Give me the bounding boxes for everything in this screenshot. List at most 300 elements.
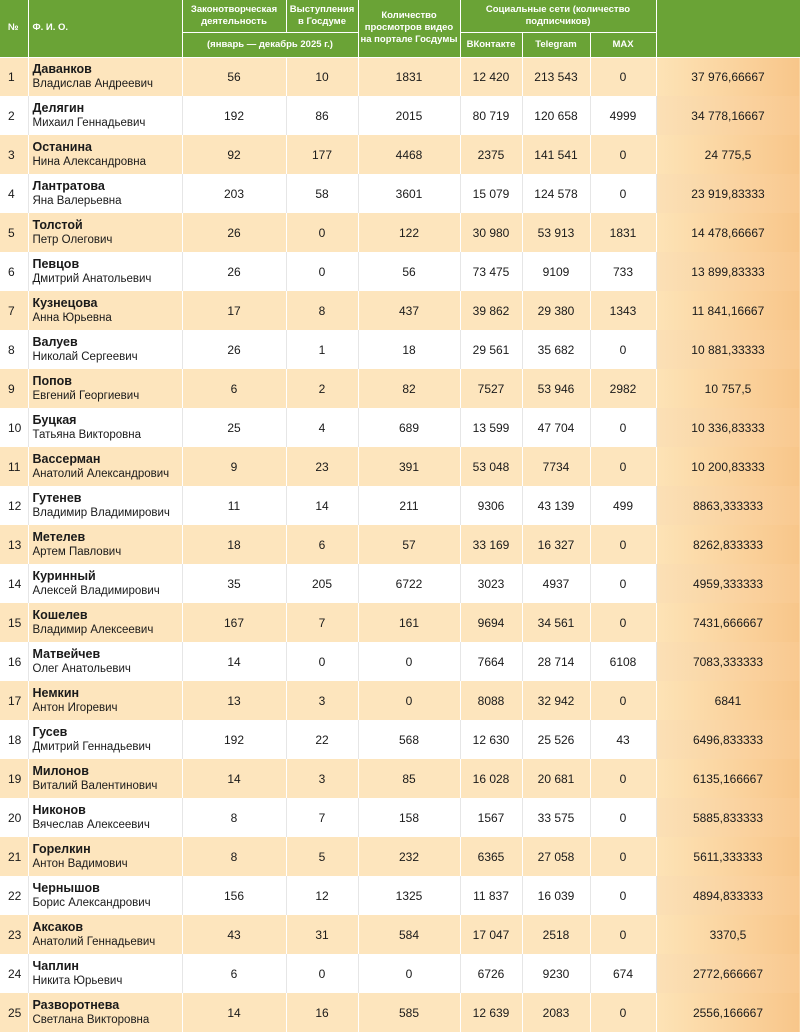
row-number: 12 bbox=[0, 486, 28, 525]
deputy-name bbox=[28, 837, 182, 876]
deputy-name bbox=[28, 57, 182, 96]
tg-subscribers: 2083 bbox=[522, 993, 590, 1032]
table-row bbox=[0, 213, 800, 252]
vk-subscribers: 73 475 bbox=[460, 252, 522, 291]
law-count: 18 bbox=[182, 525, 286, 564]
row-number: 1 bbox=[0, 57, 28, 96]
deputy-last-name: Чаплин bbox=[32, 958, 79, 973]
speeches-count: 12 bbox=[286, 876, 358, 915]
deputy-last-name: Валуев bbox=[32, 334, 78, 349]
speeches-count: 0 bbox=[286, 642, 358, 681]
law-count: 156 bbox=[182, 876, 286, 915]
vk-subscribers: 8088 bbox=[460, 681, 522, 720]
law-count: 92 bbox=[182, 135, 286, 174]
row-number: 9 bbox=[0, 369, 28, 408]
col-header-max: MAX bbox=[590, 32, 656, 57]
table-row bbox=[0, 720, 800, 759]
views-count: 57 bbox=[358, 525, 460, 564]
total-score: 10 200,83333 bbox=[656, 447, 800, 486]
deputy-last-name: Лантратова bbox=[32, 178, 105, 193]
total-score: 24 775,5 bbox=[656, 135, 800, 174]
tg-subscribers: 29 380 bbox=[522, 291, 590, 330]
views-count: 2015 bbox=[358, 96, 460, 135]
table-row bbox=[0, 291, 800, 330]
row-number: 11 bbox=[0, 447, 28, 486]
max-subscribers: 0 bbox=[590, 330, 656, 369]
deputy-last-name: Разворотнева bbox=[32, 997, 120, 1012]
vk-subscribers: 11 837 bbox=[460, 876, 522, 915]
views-count: 4468 bbox=[358, 135, 460, 174]
table-row bbox=[0, 564, 800, 603]
table-row bbox=[0, 837, 800, 876]
deputy-first-name: Артем Павлович bbox=[32, 545, 122, 558]
row-number: 7 bbox=[0, 291, 28, 330]
views-count: 158 bbox=[358, 798, 460, 837]
views-count: 585 bbox=[358, 993, 460, 1032]
table-row bbox=[0, 681, 800, 720]
max-subscribers: 1831 bbox=[590, 213, 656, 252]
views-count: 1325 bbox=[358, 876, 460, 915]
law-count: 192 bbox=[182, 96, 286, 135]
deputy-first-name: Олег Анатольевич bbox=[32, 662, 131, 675]
vk-subscribers: 80 719 bbox=[460, 96, 522, 135]
total-score: 34 778,16667 bbox=[656, 96, 800, 135]
views-count: 82 bbox=[358, 369, 460, 408]
table-row bbox=[0, 447, 800, 486]
deputy-first-name: Вячеслав Алексеевич bbox=[32, 818, 150, 831]
speeches-count: 5 bbox=[286, 837, 358, 876]
max-subscribers: 0 bbox=[590, 525, 656, 564]
deputy-first-name: Антон Вадимович bbox=[32, 857, 128, 870]
views-count: 0 bbox=[358, 954, 460, 993]
max-subscribers: 0 bbox=[590, 837, 656, 876]
vk-subscribers: 15 079 bbox=[460, 174, 522, 213]
law-count: 26 bbox=[182, 252, 286, 291]
total-score: 14 478,66667 bbox=[656, 213, 800, 252]
law-count: 43 bbox=[182, 915, 286, 954]
deputy-name bbox=[28, 681, 182, 720]
table-row bbox=[0, 486, 800, 525]
deputy-first-name: Дмитрий Анатольевич bbox=[32, 272, 152, 285]
max-subscribers: 0 bbox=[590, 174, 656, 213]
row-number: 17 bbox=[0, 681, 28, 720]
tg-subscribers: 16 039 bbox=[522, 876, 590, 915]
table-row bbox=[0, 408, 800, 447]
max-subscribers: 0 bbox=[590, 408, 656, 447]
tg-subscribers: 7734 bbox=[522, 447, 590, 486]
vk-subscribers: 2375 bbox=[460, 135, 522, 174]
row-number: 24 bbox=[0, 954, 28, 993]
max-subscribers: 0 bbox=[590, 681, 656, 720]
deputy-name bbox=[28, 447, 182, 486]
views-count: 689 bbox=[358, 408, 460, 447]
table-row bbox=[0, 642, 800, 681]
deputy-name bbox=[28, 486, 182, 525]
row-number: 22 bbox=[0, 876, 28, 915]
row-number: 25 bbox=[0, 993, 28, 1032]
tg-subscribers: 141 541 bbox=[522, 135, 590, 174]
table-row bbox=[0, 759, 800, 798]
vk-subscribers: 12 630 bbox=[460, 720, 522, 759]
max-subscribers: 499 bbox=[590, 486, 656, 525]
max-subscribers: 0 bbox=[590, 915, 656, 954]
total-score: 5611,333333 bbox=[656, 837, 800, 876]
deputy-last-name: Чернышов bbox=[32, 880, 100, 895]
speeches-count: 86 bbox=[286, 96, 358, 135]
deputy-last-name: Никонов bbox=[32, 802, 86, 817]
deputy-last-name: Куринный bbox=[32, 568, 96, 583]
row-number: 8 bbox=[0, 330, 28, 369]
law-count: 56 bbox=[182, 57, 286, 96]
row-number: 16 bbox=[0, 642, 28, 681]
law-count: 8 bbox=[182, 837, 286, 876]
table-row bbox=[0, 993, 800, 1032]
tg-subscribers: 34 561 bbox=[522, 603, 590, 642]
views-count: 0 bbox=[358, 681, 460, 720]
tg-subscribers: 47 704 bbox=[522, 408, 590, 447]
law-count: 8 bbox=[182, 798, 286, 837]
deputy-first-name: Евгений Георгиевич bbox=[32, 389, 140, 402]
deputy-name bbox=[28, 876, 182, 915]
deputy-name bbox=[28, 525, 182, 564]
views-count: 18 bbox=[358, 330, 460, 369]
table-row bbox=[0, 252, 800, 291]
deputy-first-name: Нина Александровна bbox=[32, 155, 146, 168]
max-subscribers: 1343 bbox=[590, 291, 656, 330]
tg-subscribers: 120 658 bbox=[522, 96, 590, 135]
deputy-first-name: Борис Александрович bbox=[32, 896, 151, 909]
max-subscribers: 0 bbox=[590, 57, 656, 96]
col-header-speeches: Выступления в Госдуме bbox=[286, 0, 358, 32]
deputy-first-name: Никита Юрьевич bbox=[32, 974, 123, 987]
speeches-count: 177 bbox=[286, 135, 358, 174]
deputy-first-name: Петр Олегович bbox=[32, 233, 113, 246]
views-count: 6722 bbox=[358, 564, 460, 603]
deputy-last-name: Матвейчев bbox=[32, 646, 101, 661]
total-score: 37 976,66667 bbox=[656, 57, 800, 96]
row-number: 6 bbox=[0, 252, 28, 291]
speeches-count: 4 bbox=[286, 408, 358, 447]
tg-subscribers: 27 058 bbox=[522, 837, 590, 876]
law-count: 14 bbox=[182, 759, 286, 798]
vk-subscribers: 9306 bbox=[460, 486, 522, 525]
speeches-count: 3 bbox=[286, 759, 358, 798]
deputy-last-name: Аксаков bbox=[32, 919, 84, 934]
speeches-count: 0 bbox=[286, 954, 358, 993]
col-header-score bbox=[656, 0, 800, 57]
vk-subscribers: 3023 bbox=[460, 564, 522, 603]
table-row bbox=[0, 525, 800, 564]
deputy-last-name: Даванков bbox=[32, 61, 92, 76]
deputy-last-name: Гутенев bbox=[32, 490, 82, 505]
max-subscribers: 2982 bbox=[590, 369, 656, 408]
max-subscribers: 733 bbox=[590, 252, 656, 291]
deputy-last-name: Кошелев bbox=[32, 607, 88, 622]
law-count: 26 bbox=[182, 330, 286, 369]
row-number: 21 bbox=[0, 837, 28, 876]
deputy-name bbox=[28, 408, 182, 447]
max-subscribers: 674 bbox=[590, 954, 656, 993]
row-number: 2 bbox=[0, 96, 28, 135]
row-number: 19 bbox=[0, 759, 28, 798]
col-header-social: Социальные сети (количество подписчиков) bbox=[460, 0, 656, 32]
total-score: 8863,333333 bbox=[656, 486, 800, 525]
table-row bbox=[0, 330, 800, 369]
deputy-name bbox=[28, 993, 182, 1032]
tg-subscribers: 4937 bbox=[522, 564, 590, 603]
table-row bbox=[0, 954, 800, 993]
law-count: 9 bbox=[182, 447, 286, 486]
deputy-name bbox=[28, 915, 182, 954]
total-score: 6841 bbox=[656, 681, 800, 720]
deputy-last-name: Горелкин bbox=[32, 841, 91, 856]
tg-subscribers: 33 575 bbox=[522, 798, 590, 837]
col-header-tg: Telegram bbox=[522, 32, 590, 57]
total-score: 23 919,83333 bbox=[656, 174, 800, 213]
max-subscribers: 4999 bbox=[590, 96, 656, 135]
tg-subscribers: 9109 bbox=[522, 252, 590, 291]
table-row bbox=[0, 798, 800, 837]
deputy-first-name: Николай Сергеевич bbox=[32, 350, 138, 363]
deputy-name bbox=[28, 720, 182, 759]
deputy-first-name: Анатолий Геннадьевич bbox=[32, 935, 156, 948]
law-count: 35 bbox=[182, 564, 286, 603]
table-header bbox=[0, 0, 800, 57]
row-number: 14 bbox=[0, 564, 28, 603]
deputy-name bbox=[28, 798, 182, 837]
deputy-first-name: Алексей Владимирович bbox=[32, 584, 160, 597]
law-count: 192 bbox=[182, 720, 286, 759]
speeches-count: 205 bbox=[286, 564, 358, 603]
deputy-last-name: Гусев bbox=[32, 724, 68, 739]
tg-subscribers: 124 578 bbox=[522, 174, 590, 213]
deputy-name bbox=[28, 213, 182, 252]
deputy-first-name: Владислав Андреевич bbox=[32, 77, 154, 90]
speeches-count: 14 bbox=[286, 486, 358, 525]
deputy-last-name: Делягин bbox=[32, 100, 85, 115]
table-row bbox=[0, 603, 800, 642]
deputy-last-name: Немкин bbox=[32, 685, 80, 700]
vk-subscribers: 12 420 bbox=[460, 57, 522, 96]
vk-subscribers: 6726 bbox=[460, 954, 522, 993]
tg-subscribers: 32 942 bbox=[522, 681, 590, 720]
tg-subscribers: 35 682 bbox=[522, 330, 590, 369]
deputy-last-name: Толстой bbox=[32, 217, 83, 232]
vk-subscribers: 53 048 bbox=[460, 447, 522, 486]
deputy-name bbox=[28, 291, 182, 330]
row-number: 4 bbox=[0, 174, 28, 213]
total-score: 10 757,5 bbox=[656, 369, 800, 408]
max-subscribers: 0 bbox=[590, 993, 656, 1032]
total-score: 4894,833333 bbox=[656, 876, 800, 915]
table-body bbox=[0, 57, 800, 1032]
deputy-last-name: Попов bbox=[32, 373, 72, 388]
deputy-last-name: Останина bbox=[32, 139, 92, 154]
vk-subscribers: 17 047 bbox=[460, 915, 522, 954]
speeches-count: 3 bbox=[286, 681, 358, 720]
table-row bbox=[0, 174, 800, 213]
vk-subscribers: 29 561 bbox=[460, 330, 522, 369]
row-number: 5 bbox=[0, 213, 28, 252]
deputy-name bbox=[28, 252, 182, 291]
total-score: 10 336,83333 bbox=[656, 408, 800, 447]
vk-subscribers: 6365 bbox=[460, 837, 522, 876]
tg-subscribers: 213 543 bbox=[522, 57, 590, 96]
vk-subscribers: 13 599 bbox=[460, 408, 522, 447]
speeches-count: 2 bbox=[286, 369, 358, 408]
deputy-first-name: Светлана Викторовна bbox=[32, 1013, 150, 1026]
col-header-views: Количество просмотров видео на портале Госдумы bbox=[358, 0, 460, 57]
max-subscribers: 0 bbox=[590, 564, 656, 603]
speeches-count: 58 bbox=[286, 174, 358, 213]
tg-subscribers: 9230 bbox=[522, 954, 590, 993]
col-header-fio: Ф. И. О. bbox=[28, 0, 182, 57]
max-subscribers: 0 bbox=[590, 798, 656, 837]
views-count: 122 bbox=[358, 213, 460, 252]
max-subscribers: 0 bbox=[590, 759, 656, 798]
views-count: 391 bbox=[358, 447, 460, 486]
speeches-count: 23 bbox=[286, 447, 358, 486]
col-header-vk: ВКонтакте bbox=[460, 32, 522, 57]
views-count: 3601 bbox=[358, 174, 460, 213]
speeches-count: 7 bbox=[286, 798, 358, 837]
tg-subscribers: 25 526 bbox=[522, 720, 590, 759]
speeches-count: 6 bbox=[286, 525, 358, 564]
law-count: 6 bbox=[182, 369, 286, 408]
total-score: 6496,833333 bbox=[656, 720, 800, 759]
deputy-last-name: Кузнецова bbox=[32, 295, 98, 310]
vk-subscribers: 7527 bbox=[460, 369, 522, 408]
vk-subscribers: 39 862 bbox=[460, 291, 522, 330]
deputy-name bbox=[28, 564, 182, 603]
law-count: 25 bbox=[182, 408, 286, 447]
deputy-name bbox=[28, 369, 182, 408]
deputy-first-name: Яна Валерьевна bbox=[32, 194, 122, 207]
law-count: 6 bbox=[182, 954, 286, 993]
row-number: 23 bbox=[0, 915, 28, 954]
tg-subscribers: 28 714 bbox=[522, 642, 590, 681]
vk-subscribers: 12 639 bbox=[460, 993, 522, 1032]
total-score: 3370,5 bbox=[656, 915, 800, 954]
vk-subscribers: 7664 bbox=[460, 642, 522, 681]
row-number: 10 bbox=[0, 408, 28, 447]
max-subscribers: 0 bbox=[590, 876, 656, 915]
deputy-first-name: Михаил Геннадьевич bbox=[32, 116, 146, 129]
max-subscribers: 0 bbox=[590, 603, 656, 642]
deputy-last-name: Певцов bbox=[32, 256, 80, 271]
speeches-count: 31 bbox=[286, 915, 358, 954]
deputy-name bbox=[28, 954, 182, 993]
views-count: 161 bbox=[358, 603, 460, 642]
table-row bbox=[0, 135, 800, 174]
views-count: 1831 bbox=[358, 57, 460, 96]
deputy-last-name: Буцкая bbox=[32, 412, 77, 427]
law-count: 14 bbox=[182, 642, 286, 681]
law-count: 14 bbox=[182, 993, 286, 1032]
deputy-name bbox=[28, 603, 182, 642]
total-score: 4959,333333 bbox=[656, 564, 800, 603]
row-number: 13 bbox=[0, 525, 28, 564]
total-score: 13 899,83333 bbox=[656, 252, 800, 291]
col-header-law: Законотворческая деятельность bbox=[182, 0, 286, 32]
max-subscribers: 43 bbox=[590, 720, 656, 759]
deputy-first-name: Татьяна Викторовна bbox=[32, 428, 142, 441]
tg-subscribers: 53 913 bbox=[522, 213, 590, 252]
tg-subscribers: 43 139 bbox=[522, 486, 590, 525]
total-score: 8262,833333 bbox=[656, 525, 800, 564]
deputy-name bbox=[28, 135, 182, 174]
row-number: 18 bbox=[0, 720, 28, 759]
views-count: 568 bbox=[358, 720, 460, 759]
row-number: 3 bbox=[0, 135, 28, 174]
table-row bbox=[0, 369, 800, 408]
deputy-first-name: Антон Игоревич bbox=[32, 701, 118, 714]
speeches-count: 8 bbox=[286, 291, 358, 330]
col-header-no: № bbox=[0, 0, 28, 57]
deputy-last-name: Милонов bbox=[32, 763, 89, 778]
deputy-first-name: Владимир Владимирович bbox=[32, 506, 170, 519]
deputy-first-name: Анна Юрьевна bbox=[32, 311, 112, 324]
total-score: 10 881,33333 bbox=[656, 330, 800, 369]
speeches-count: 10 bbox=[286, 57, 358, 96]
vk-subscribers: 30 980 bbox=[460, 213, 522, 252]
table-row bbox=[0, 915, 800, 954]
law-count: 11 bbox=[182, 486, 286, 525]
law-count: 17 bbox=[182, 291, 286, 330]
row-number: 15 bbox=[0, 603, 28, 642]
deputy-first-name: Дмитрий Геннадьевич bbox=[32, 740, 151, 753]
deputy-name bbox=[28, 330, 182, 369]
tg-subscribers: 20 681 bbox=[522, 759, 590, 798]
deputy-last-name: Метелев bbox=[32, 529, 86, 544]
views-count: 85 bbox=[358, 759, 460, 798]
deputy-first-name: Виталий Валентинович bbox=[32, 779, 158, 792]
speeches-count: 1 bbox=[286, 330, 358, 369]
row-number: 20 bbox=[0, 798, 28, 837]
total-score: 11 841,16667 bbox=[656, 291, 800, 330]
col-header-period: (январь — декабрь 2025 г.) bbox=[182, 32, 358, 57]
vk-subscribers: 16 028 bbox=[460, 759, 522, 798]
max-subscribers: 0 bbox=[590, 135, 656, 174]
max-subscribers: 6108 bbox=[590, 642, 656, 681]
total-score: 2772,666667 bbox=[656, 954, 800, 993]
deputy-name bbox=[28, 96, 182, 135]
law-count: 203 bbox=[182, 174, 286, 213]
views-count: 211 bbox=[358, 486, 460, 525]
tg-subscribers: 2518 bbox=[522, 915, 590, 954]
total-score: 6135,166667 bbox=[656, 759, 800, 798]
views-count: 437 bbox=[358, 291, 460, 330]
law-count: 26 bbox=[182, 213, 286, 252]
views-count: 584 bbox=[358, 915, 460, 954]
views-count: 232 bbox=[358, 837, 460, 876]
deputy-name bbox=[28, 642, 182, 681]
deputy-first-name: Анатолий Александрович bbox=[32, 467, 170, 480]
deputy-name bbox=[28, 759, 182, 798]
deputy-last-name: Вассерман bbox=[32, 451, 101, 466]
total-score: 2556,166667 bbox=[656, 993, 800, 1032]
table-row bbox=[0, 876, 800, 915]
deputy-name bbox=[28, 174, 182, 213]
speeches-count: 22 bbox=[286, 720, 358, 759]
speeches-count: 7 bbox=[286, 603, 358, 642]
views-count: 0 bbox=[358, 642, 460, 681]
deputy-first-name: Владимир Алексеевич bbox=[32, 623, 154, 636]
views-count: 56 bbox=[358, 252, 460, 291]
total-score: 7083,333333 bbox=[656, 642, 800, 681]
total-score: 5885,833333 bbox=[656, 798, 800, 837]
law-count: 13 bbox=[182, 681, 286, 720]
